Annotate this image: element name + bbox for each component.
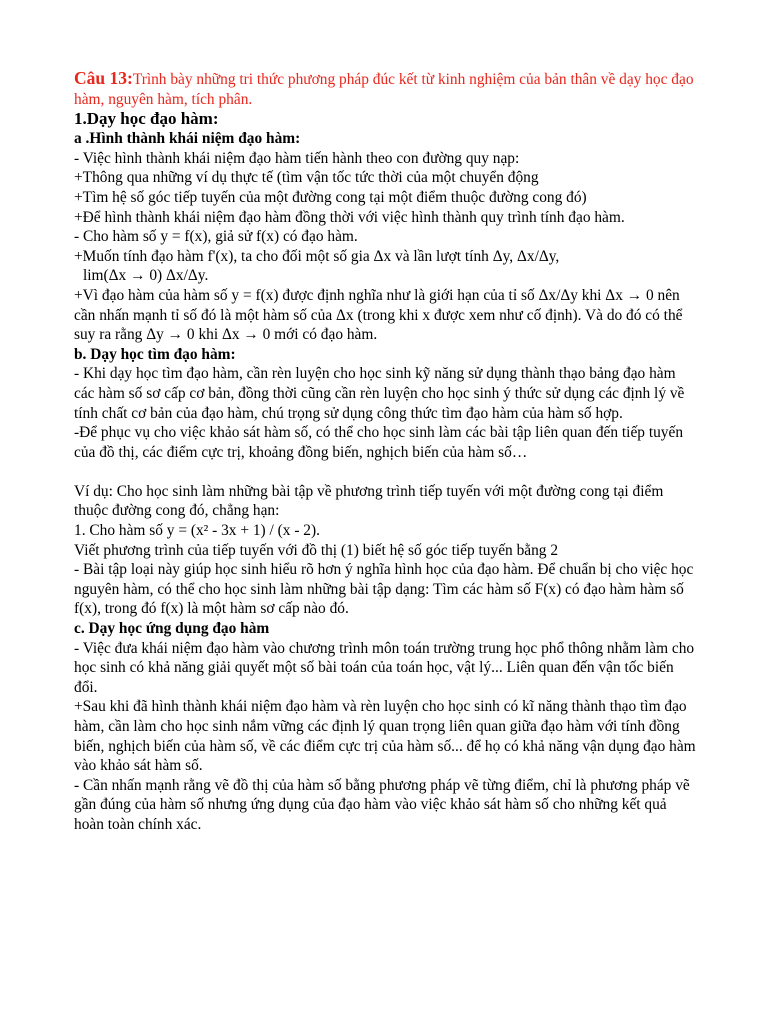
paragraph: -Để phục vụ cho việc khảo sát hàm số, có thể cho học sinh làm các bài tập liên quan đến tiếp tuyến của đồ thị, các điểm cực trị, khoảng đồng biến, nghịch biến của hàm số… bbox=[74, 424, 684, 461]
question-label: Câu 13: bbox=[74, 68, 133, 88]
paragraph: - Việc hình thành khái niệm đạo hàm tiến hành theo con đường quy nạp: bbox=[74, 149, 520, 167]
question-heading bbox=[74, 69, 698, 109]
part-a-title: a .Hình thành khái niệm đạo hàm: bbox=[74, 130, 301, 148]
limit-formula: lim(Δx → 0) Δx/Δy. bbox=[83, 267, 209, 285]
paragraph: +Vì đạo hàm của hàm số y = f(x) được định nghĩa như là giới hạn của tỉ số Δx/Δy khi Δx → 0 nên cần nhấn mạnh tỉ số đó là một hàm số của Δx (trong khi x được xem như cố định). Và do đó có thể suy ra rằng Δy → 0 khi Δx → 0 mới có đạo hàm. bbox=[74, 286, 683, 344]
paragraph: +Tìm hệ số góc tiếp tuyến của một đường cong tại một điểm thuộc đường cong đó) bbox=[74, 188, 587, 206]
example-paragraph: Ví dụ: Cho học sinh làm những bài tập về phương trình tiếp tuyến với một đường cong tại điểm thuộc đường cong đó, chẳng hạn: bbox=[74, 482, 664, 520]
document-page bbox=[74, 69, 698, 835]
paragraph: +Sau khi đã hình thành khái niệm đạo hàm và rèn luyện cho học sinh có kĩ năng thành thạo tìm đạo hàm, cần làm cho học sinh nắm vững các định lý quan trọng liên quan giữa đạo hàm với tính đồng biến, nghịch biến của hàm số, về các điểm cực trị của hàm số... để họ có khả năng vận dụng đạo hàm vào khảo sát hàm số. bbox=[74, 698, 696, 775]
paragraph: +Muốn tính đạo hàm f'(x), ta cho đối một số gia Δx và lần lượt tính Δy, Δx/Δy, bbox=[74, 247, 560, 265]
question-text: Trình bày những tri thức phương pháp đúc kết từ kinh nghiệm của bản thân về dạy học đạo hàm, nguyên hàm, tích phân. bbox=[74, 71, 694, 108]
part-c-title: c. Dạy học ứng dụng đạo hàm bbox=[74, 620, 270, 638]
section-title: 1.Dạy học đạo hàm: bbox=[74, 109, 219, 129]
blank-line bbox=[74, 462, 698, 482]
example-task: Viết phương trình của tiếp tuyến với đồ thị (1) biết hệ số góc tiếp tuyến bằng 2 bbox=[74, 541, 559, 559]
part-b-title: b. Dạy học tìm đạo hàm: bbox=[74, 345, 236, 363]
paragraph: - Việc đưa khái niệm đạo hàm vào chương trình môn toán trường trung học phổ thông nhằm làm cho học sinh có khả năng giải quyết một số bài toán của toán học, vật lý... Liên quan đến vận tốc biến đổi. bbox=[74, 639, 695, 696]
paragraph: - Cho hàm số y = f(x), giả sử f(x) có đạo hàm. bbox=[74, 228, 358, 246]
example-function: 1. Cho hàm số y = (x² - 3x + 1) / (x - 2). bbox=[74, 522, 320, 540]
paragraph: +Thông qua những ví dụ thực tế (tìm vận tốc tức thời của một chuyển động bbox=[74, 169, 539, 187]
paragraph: +Để hình thành khái niệm đạo hàm đồng thời với việc hình thành quy trình tính đạo hàm. bbox=[74, 208, 625, 226]
paragraph: - Cần nhấn mạnh rằng vẽ đồ thị của hàm số bằng phương pháp vẽ từng điểm, chỉ là phương pháp vẽ gần đúng của hàm số nhưng ứng dụng của đạo hàm vào việc khảo sát hàm số cho những kết quả hoàn toàn chính xác. bbox=[74, 776, 690, 833]
paragraph: - Khi dạy học tìm đạo hàm, cần rèn luyện cho học sinh kỹ năng sử dụng thành thạo bảng đạo hàm các hàm số sơ cấp cơ bản, đồng thời cũng cần rèn luyện cho học sinh ý thức sử dụng các định lý về tính chất cơ bản của đạo hàm, chú trọng sử dụng công thức tìm đạo hàm của hàm số hợp. bbox=[74, 365, 685, 422]
paragraph: - Bài tập loại này giúp học sinh hiểu rõ hơn ý nghĩa hình học của đạo hàm. Để chuẩn bị cho việc học nguyên hàm, có thể cho học sinh làm những bài tập dạng: Tìm các hàm số F(x) có đạo hàm hàm số f(x), trong đó f(x) là một hàm sơ cấp nào đó. bbox=[74, 561, 694, 618]
